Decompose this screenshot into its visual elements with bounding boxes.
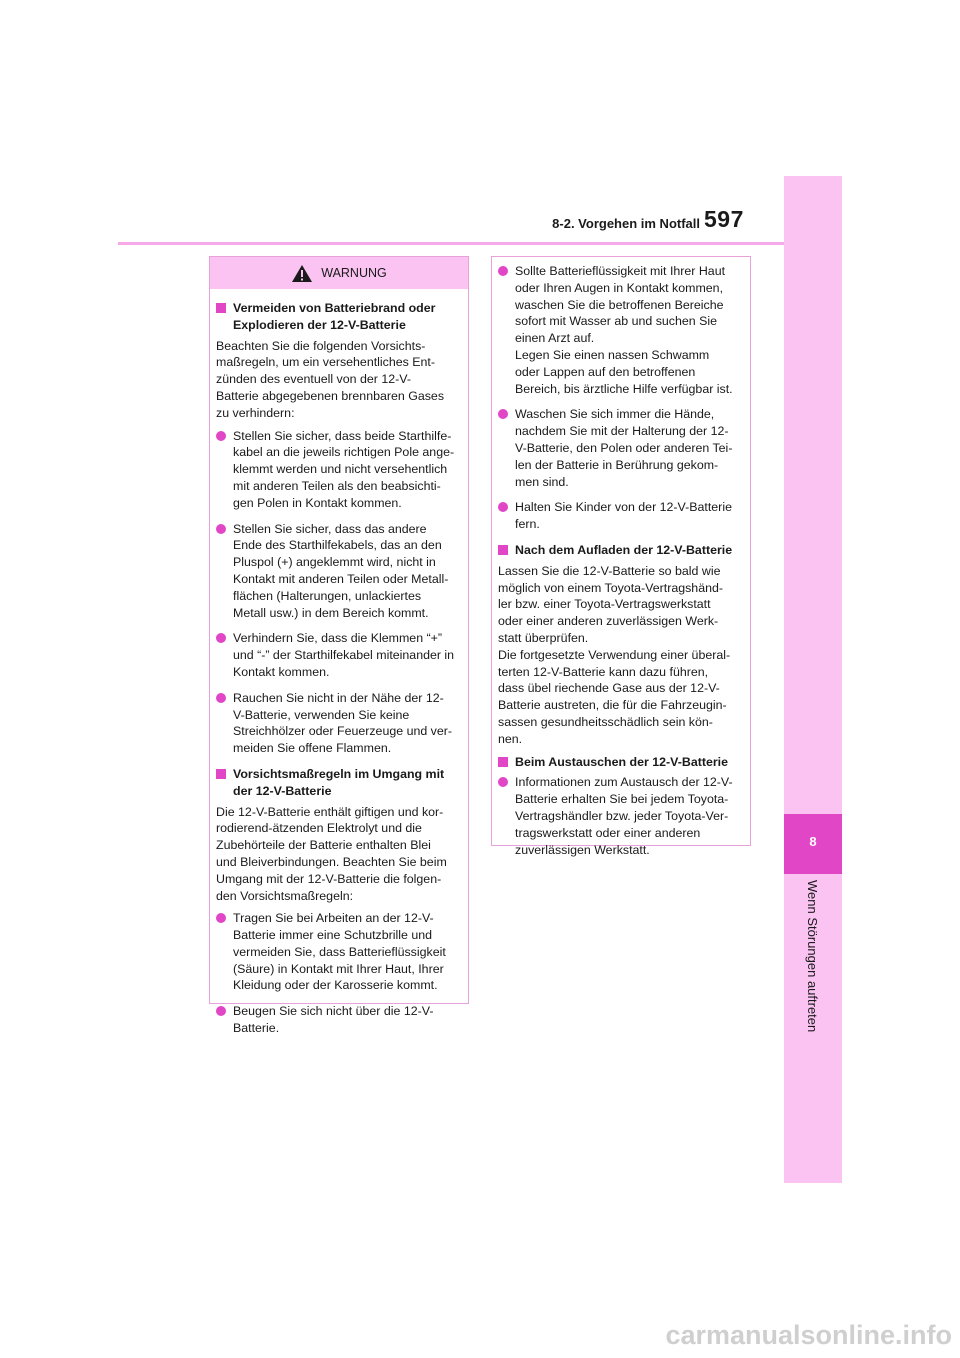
text-line: zünden des eventuell von der 12-V- bbox=[216, 372, 411, 387]
text-line: Ende des Starthilfekabels, das an den bbox=[233, 538, 442, 553]
text-line: sassen gesundheitsschädlich sein kön- bbox=[498, 714, 713, 729]
round-bullet-icon bbox=[216, 693, 226, 703]
round-bullet-icon bbox=[216, 633, 226, 643]
section-heading bbox=[216, 766, 460, 800]
text-line: vermeiden Sie, dass Batterieflüssigkeit bbox=[233, 944, 446, 959]
text-line: terten 12-V-Batterie kann dazu führen, bbox=[498, 664, 709, 679]
text-line: meiden Sie offene Flammen. bbox=[233, 741, 392, 756]
text-line: tragswerkstatt oder einer anderen bbox=[515, 825, 701, 840]
text-line: Explodieren der 12-V-Batterie bbox=[233, 317, 406, 332]
text-line: der 12-V-Batterie bbox=[233, 783, 332, 798]
text-line: Rauchen Sie nicht in der Nähe der 12- bbox=[233, 690, 444, 705]
square-bullet-icon bbox=[216, 769, 226, 779]
bullet-text bbox=[515, 406, 742, 490]
section-heading-text bbox=[233, 300, 435, 334]
warning-right-body bbox=[492, 257, 750, 873]
bullet-item bbox=[216, 1003, 460, 1037]
text-line: einen Arzt auf. bbox=[515, 331, 595, 346]
text-line: Halten Sie Kinder von der 12-V-Batterie bbox=[515, 500, 732, 515]
text-line: Beachten Sie die folgenden Vorsichts- bbox=[216, 338, 426, 353]
text-line: sofort mit Wasser ab und suchen Sie bbox=[515, 314, 718, 329]
text-line: Pluspol (+) angeklemmt wird, nicht in bbox=[233, 555, 436, 570]
text-line: Batterie erhalten Sie bei jedem Toyota- bbox=[515, 792, 729, 807]
round-bullet-icon bbox=[498, 777, 508, 787]
header-rule bbox=[118, 242, 784, 245]
round-bullet-icon bbox=[498, 266, 508, 276]
section-heading bbox=[498, 542, 742, 559]
warning-box-right bbox=[491, 256, 751, 857]
bullet-text bbox=[233, 1003, 460, 1037]
bullet-item bbox=[498, 499, 742, 533]
square-bullet-icon bbox=[216, 303, 226, 313]
bullet-item bbox=[498, 263, 742, 397]
bullet-text bbox=[233, 910, 460, 994]
text-line: Beugen Sie sich nicht über die 12-V- bbox=[233, 1004, 434, 1019]
text-line: mit anderen Teilen als den beabsichti- bbox=[233, 478, 441, 493]
bullet-item bbox=[216, 428, 460, 512]
round-bullet-icon bbox=[216, 431, 226, 441]
text-line: V-Batterie, verwenden Sie keine bbox=[233, 707, 410, 722]
round-bullet-icon bbox=[216, 1006, 226, 1016]
text-line: Umgang mit der 12-V-Batterie die folgen- bbox=[216, 871, 442, 886]
text-line: Vermeiden von Batteriebrand oder bbox=[233, 301, 436, 315]
text-line: oder Lappen auf den betroffenen bbox=[515, 364, 696, 379]
bullet-item bbox=[498, 774, 742, 858]
bullet-text bbox=[515, 499, 742, 533]
text-line: Batterie abgegebenen brennbaren Gases bbox=[216, 388, 445, 403]
square-bullet-icon bbox=[498, 757, 508, 767]
text-line: waschen Sie die betroffenen Bereiche bbox=[515, 297, 724, 312]
bullet-item bbox=[216, 910, 460, 994]
text-line: klemmt werden und nicht versehentlich bbox=[233, 462, 448, 477]
text-line: den Vorsichtsmaßregeln: bbox=[216, 888, 354, 903]
text-line: kabel an die jeweils richtigen Pole ange- bbox=[233, 445, 455, 460]
text-line: men sind. bbox=[515, 474, 569, 489]
text-line: flächen (Halterungen, unlackiertes bbox=[233, 588, 422, 603]
text-line: fern. bbox=[515, 517, 540, 532]
watermark: carmanualsonline.info bbox=[665, 1320, 952, 1350]
text-line: Stellen Sie sicher, dass beide Starthilfe- bbox=[233, 428, 452, 443]
warning-title: WARNUNG bbox=[321, 265, 387, 280]
text-line: Lassen Sie die 12-V-Batterie so bald wie bbox=[498, 563, 721, 578]
text-line: Bereich, bis ärztliche Hilfe verfügbar ist. bbox=[515, 381, 733, 396]
bullet-text bbox=[515, 774, 742, 858]
text-line: Legen Sie einen nassen Schwamm bbox=[515, 347, 710, 362]
square-bullet-icon bbox=[498, 545, 508, 555]
text-line: (Säure) in Kontakt mit Ihrer Haut, Ihrer bbox=[233, 961, 444, 976]
text-line: möglich von einem Toyota-Vertragshänd- bbox=[498, 580, 723, 595]
chapter-title: Wenn Störungen auftreten bbox=[805, 880, 820, 1033]
text-line: Vertragshändler bzw. jeder Toyota-Ver- bbox=[515, 808, 729, 823]
section-title: 8-2. Vorgehen im Notfall bbox=[552, 216, 700, 231]
bullet-item bbox=[216, 521, 460, 622]
text-line: Batterie austreten, die für die Fahrzeugin- bbox=[498, 698, 727, 713]
text-line: oder einer anderen zuverlässigen Werk- bbox=[498, 614, 719, 629]
bullet-text bbox=[233, 630, 460, 680]
text-line: Metall usw.) in dem Bereich kommt. bbox=[233, 605, 429, 620]
text-line: Zubehörteile der Batterie enthalten Blei bbox=[216, 838, 431, 853]
warning-left-body bbox=[210, 289, 468, 1052]
section-heading bbox=[498, 754, 742, 771]
text-line: Batterie immer eine Schutzbrille und bbox=[233, 928, 433, 943]
text-line: V-Batterie, den Polen oder anderen Tei- bbox=[515, 440, 733, 455]
text-line: nachdem Sie mit der Halterung der 12- bbox=[515, 424, 729, 439]
text-line: maßregeln, um ein versehentliches Ent- bbox=[216, 355, 436, 370]
warning-header bbox=[210, 257, 468, 289]
text-line: oder Ihren Augen in Kontakt kommen, bbox=[515, 280, 724, 295]
text-line: rodierend-ätzenden Elektrolyt und die bbox=[216, 821, 422, 836]
section-heading-text bbox=[515, 542, 732, 559]
page-number: 597 bbox=[704, 206, 744, 232]
round-bullet-icon bbox=[216, 913, 226, 923]
round-bullet-icon bbox=[498, 502, 508, 512]
warning-triangle-icon bbox=[291, 264, 313, 283]
section-heading-text bbox=[515, 754, 728, 771]
text-line: Tragen Sie bei Arbeiten an der 12-V- bbox=[233, 911, 434, 926]
bullet-text bbox=[515, 263, 742, 397]
section-heading bbox=[216, 300, 460, 334]
text-line: Beim Austauschen der 12-V-Batterie bbox=[515, 754, 729, 769]
text-line: dass übel riechende Gase aus der 12-V- bbox=[498, 681, 720, 696]
paragraph bbox=[498, 563, 742, 748]
warning-box-left bbox=[209, 256, 469, 1036]
text-line: ler bzw. einer Toyota-Vertragswerkstatt bbox=[498, 597, 711, 612]
text-line: Vorsichtsmaßregeln im Umgang mit bbox=[233, 766, 445, 781]
text-line: gen Polen in Kontakt kommen. bbox=[233, 495, 402, 510]
text-line: Sollte Batterieflüssigkeit mit Ihrer Haut bbox=[515, 264, 726, 278]
text-line: Batterie. bbox=[233, 1021, 280, 1036]
bullet-text bbox=[233, 428, 460, 512]
text-line: Informationen zum Austausch der 12-V- bbox=[515, 775, 733, 790]
text-line: zuverlässigen Werkstatt. bbox=[515, 842, 650, 857]
bullet-text bbox=[233, 521, 460, 622]
round-bullet-icon bbox=[216, 524, 226, 534]
text-line: Kontakt mit anderen Teilen oder Metall- bbox=[233, 571, 449, 586]
round-bullet-icon bbox=[498, 409, 508, 419]
text-line: nen. bbox=[498, 731, 523, 746]
text-line: Waschen Sie sich immer die Hände, bbox=[515, 407, 715, 422]
text-line: statt überprüfen. bbox=[498, 630, 589, 645]
bullet-text bbox=[233, 690, 460, 757]
text-line: len der Batterie in Berührung gekom- bbox=[515, 457, 719, 472]
text-line: Die fortgesetzte Verwendung einer überal- bbox=[498, 647, 731, 662]
text-line: Streichhölzer oder Feuerzeuge und ver- bbox=[233, 724, 453, 739]
text-line: Die 12-V-Batterie enthält giftigen und kor- bbox=[216, 804, 444, 819]
chapter-number: 8 bbox=[809, 834, 817, 849]
bullet-item bbox=[216, 690, 460, 757]
text-line: Kontakt kommen. bbox=[233, 664, 330, 679]
text-line: und “-” der Starthilfekabel miteinander in bbox=[233, 648, 455, 663]
text-line: zu verhindern: bbox=[216, 405, 295, 420]
section-heading-text bbox=[233, 766, 444, 800]
text-line: Nach dem Aufladen der 12-V-Batterie bbox=[515, 542, 733, 557]
bullet-item bbox=[216, 630, 460, 680]
paragraph bbox=[216, 804, 460, 905]
text-line: Kleidung oder der Karosserie kommt. bbox=[233, 978, 438, 993]
text-line: und Bleiverbindungen. Beachten Sie beim bbox=[216, 854, 447, 869]
text-line: Verhindern Sie, dass die Klemmen “+” bbox=[233, 631, 443, 646]
bullet-item bbox=[498, 406, 742, 490]
paragraph bbox=[216, 338, 460, 422]
text-line: Stellen Sie sicher, dass das andere bbox=[233, 521, 427, 536]
